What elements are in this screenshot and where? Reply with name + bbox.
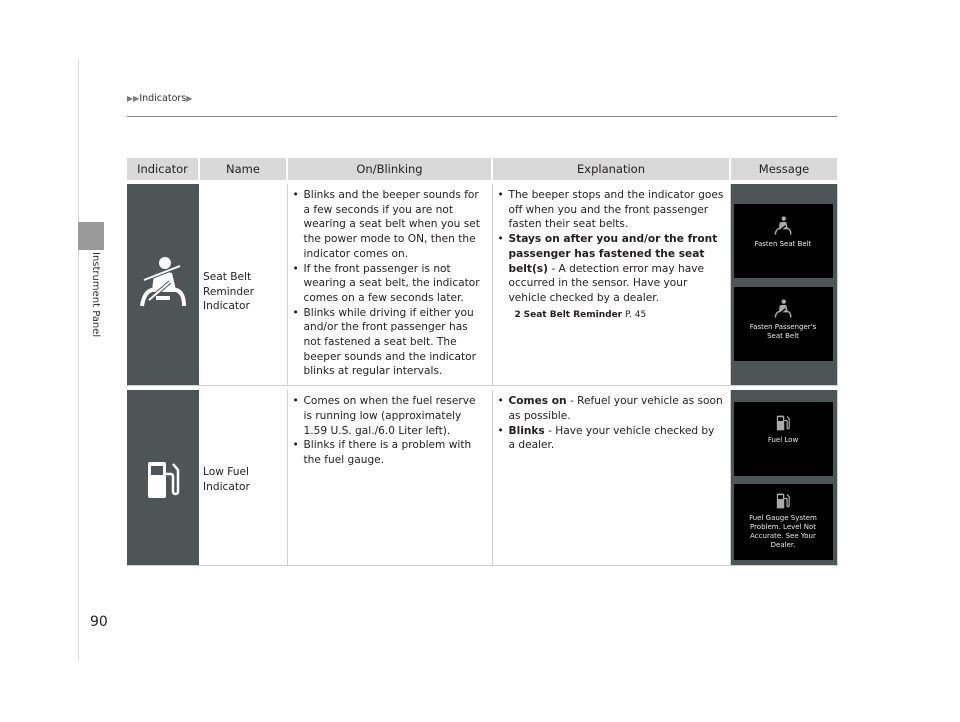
table-header-row (127, 158, 837, 180)
list-item (497, 188, 724, 232)
on-blinking-cell (287, 184, 492, 386)
message-cell (730, 390, 837, 565)
list-item: • Blinks if there is a problem with the fuel gauge. (292, 438, 486, 467)
explanation-bold: Stays on after you and/or the front passenger has fastened the seat belt(s) (508, 233, 718, 275)
on-blinking-cell (287, 390, 492, 565)
column-header: Explanation (492, 158, 730, 180)
reference-page: P. 45 (622, 309, 647, 320)
message-text: Fasten Passenger's Seat Belt (749, 323, 817, 340)
column-header: Indicator (127, 158, 199, 180)
indicator-name-line: Seat Belt (203, 271, 252, 283)
breadcrumb (127, 93, 192, 104)
explanation-cell (492, 184, 730, 386)
list-item: • Blinks and the beeper sounds for a few seconds if you are not wearing a seat belt when you set the power mode to ON, then the indicator comes on. (292, 188, 486, 262)
breadcrumb-arrow-icon: ▶▶ (127, 94, 140, 103)
list-item: • If the front passenger is not wearing a seat belt, the indicator comes on a few seconds later. (292, 262, 486, 306)
breadcrumb-arrow-icon: ▶ (186, 94, 193, 103)
indicator-name-line: Indicator (203, 300, 250, 313)
list-item (497, 424, 724, 453)
explanation-cell (492, 390, 730, 565)
fuel-pump-icon (776, 414, 790, 432)
list-item: • Comes on when the fuel reserve is running low (approximately 1.59 U.S. gal./6.0 Liter left). (292, 394, 486, 438)
list-item (497, 232, 724, 306)
header-rule (127, 116, 837, 117)
table-row (127, 184, 837, 386)
reference-title: Seat Belt Reminder (523, 309, 623, 320)
indicator-name-line: Reminder (203, 285, 254, 298)
list-item: • Blinks while driving if either you and/or the front passenger has not fastened a seat belt. The beeper sounds and the indicator blinks at regular intervals. (292, 306, 486, 380)
seat-belt-icon (774, 216, 792, 236)
column-header: Message (730, 158, 837, 180)
explanation-text: The beeper stops and the indicator goes off when you and the front passenger fasten their seat belts. (508, 189, 724, 231)
explanation-text: - Refuel your vehicle as soon as possible. (508, 395, 723, 422)
message-text: Fuel Low (767, 436, 799, 445)
explanation-text: - Have your vehicle checked by a dealer. (508, 424, 715, 452)
message-display (734, 484, 833, 560)
name-cell (199, 184, 287, 386)
fuel-pump-icon (146, 460, 180, 500)
side-section-label: Instrument Panel (90, 252, 101, 338)
breadcrumb-item[interactable]: Indicators (139, 93, 187, 104)
table-row (127, 390, 837, 565)
indicator-name-line: Indicator (203, 480, 250, 493)
indicator-cell (127, 184, 199, 386)
list-item (497, 394, 724, 423)
side-divider (78, 60, 79, 660)
fuel-pump-icon (776, 492, 790, 510)
message-display (734, 287, 833, 361)
page-number: 90 (90, 614, 108, 630)
name-cell (199, 390, 287, 565)
column-header: Name (199, 158, 287, 180)
explanation-bold: Blinks (508, 424, 545, 437)
seat-belt-icon (774, 299, 792, 319)
reference-arrow-icon: 2 (514, 309, 521, 320)
message-text: Fuel Gauge System Problem. Level Not Accurate. See Your Dealer. (749, 514, 817, 550)
indicator-name-line: Low Fuel (203, 466, 249, 479)
message-cell (730, 184, 837, 386)
column-header: On/Blinking (287, 158, 492, 180)
explanation-bold: Comes on (508, 395, 567, 408)
message-display (734, 204, 833, 278)
seat-belt-icon (140, 256, 186, 310)
message-display (734, 402, 833, 476)
indicator-cell (127, 390, 199, 565)
page-reference-link[interactable] (493, 308, 730, 323)
message-text: Fasten Seat Belt (754, 240, 812, 248)
section-tab-marker (78, 222, 104, 250)
indicator-table (127, 158, 838, 566)
explanation-text: - A detection error may have occurred in the sensor. Have your vehicle checked by a dealer. (508, 262, 704, 304)
